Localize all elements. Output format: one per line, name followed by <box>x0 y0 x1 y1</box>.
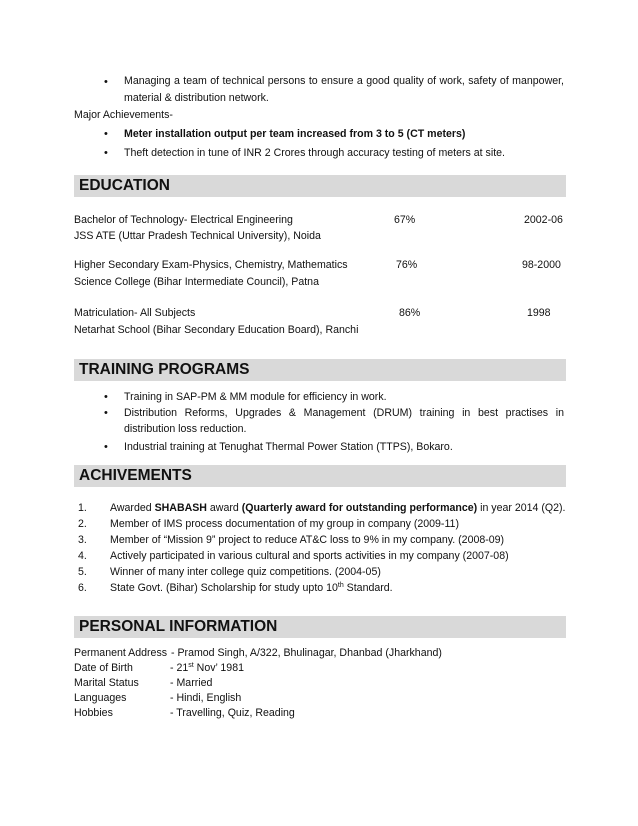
list-number: 6. <box>78 582 87 594</box>
bullet: • <box>104 391 108 403</box>
personal-heading: PERSONAL INFORMATION <box>74 616 566 638</box>
achievement-item-2: Member of IMS process documentation of my group in company (2009-11) <box>110 518 459 530</box>
bullet: • <box>104 147 108 159</box>
bullet: • <box>104 76 108 88</box>
dob-value: - 21st Nov’ 1981 <box>170 662 244 674</box>
edu-degree-1: Bachelor of Technology- Electrical Engineering <box>74 214 293 226</box>
major-achievements-label: Major Achievements- <box>74 109 173 121</box>
dob-label: Date of Birth <box>74 662 133 674</box>
training-heading: TRAINING PROGRAMS <box>74 359 566 381</box>
bullet: • <box>104 441 108 453</box>
edu-score-2: 76% <box>396 259 418 271</box>
bullet: • <box>104 407 108 419</box>
list-number: 5. <box>78 566 87 578</box>
training-item-2: Distribution Reforms, Upgrades & Management (DRUM) training in best practises in distribution loss reduction. <box>124 407 564 435</box>
bullet: • <box>104 128 108 140</box>
edu-score-1: 67% <box>394 214 416 226</box>
marital-value: - Married <box>170 677 213 689</box>
achievement-item-4: Actively participated in various cultural and sports activities in my company (2007-08) <box>110 550 509 562</box>
list-number: 1. <box>78 502 87 514</box>
list-number: 2. <box>78 518 87 530</box>
languages-value: - Hindi, English <box>170 692 242 704</box>
education-heading: EDUCATION <box>74 175 566 197</box>
achievement-item-1: Awarded SHABASH award (Quarterly award for outstanding performance) in year 2014 (Q2). <box>110 502 566 514</box>
marital-label: Marital Status <box>74 677 139 689</box>
address-value: - Pramod Singh, A/322, Bhulinagar, Dhanbad (Jharkhand) <box>171 647 442 659</box>
training-item-3: Industrial training at Tenughat Thermal Power Station (TTPS), Bokaro. <box>124 441 453 453</box>
achievements-heading: ACHIVEMENTS <box>74 465 566 487</box>
edu-degree-2: Higher Secondary Exam-Physics, Chemistry, Mathematics <box>74 259 348 271</box>
edu-school-3: Netarhat School (Bihar Secondary Education Board), Ranchi <box>74 324 359 336</box>
work-achievement-2: Theft detection in tune of INR 2 Crores through accuracy testing of meters at site. <box>124 147 505 159</box>
hobbies-value: - Travelling, Quiz, Reading <box>170 707 295 719</box>
edu-school-1: JSS ATE (Uttar Pradesh Technical University), Noida <box>74 230 321 242</box>
address-label: Permanent Address <box>74 647 168 659</box>
achievement-item-3: Member of “Mission 9” project to reduce AT&C loss to 9% in my company. (2008-09) <box>110 534 505 546</box>
edu-school-2: Science College (Bihar Intermediate Council), Patna <box>74 276 319 288</box>
edu-degree-3: Matriculation- All Subjects <box>74 307 196 319</box>
work-achievement-1: Meter installation output per team increased from 3 to 5 (CT meters) <box>124 128 466 140</box>
edu-score-3: 86% <box>399 307 421 319</box>
edu-year-2: 98-2000 <box>522 259 561 271</box>
work-bullet-1: Managing a team of technical persons to ensure a good quality of work, safety of manpower, material & distribution network. <box>124 75 564 104</box>
edu-year-3: 1998 <box>527 307 551 319</box>
list-number: 4. <box>78 550 87 562</box>
languages-label: Languages <box>74 692 127 704</box>
hobbies-label: Hobbies <box>74 707 113 719</box>
achievement-item-5: Winner of many inter college quiz competitions. (2004-05) <box>110 566 381 578</box>
list-number: 3. <box>78 534 87 546</box>
training-item-1: Training in SAP-PM & MM module for efficiency in work. <box>124 391 387 403</box>
achievement-item-6: State Govt. (Bihar) Scholarship for study upto 10th Standard. <box>110 582 393 594</box>
edu-year-1: 2002-06 <box>524 214 563 226</box>
